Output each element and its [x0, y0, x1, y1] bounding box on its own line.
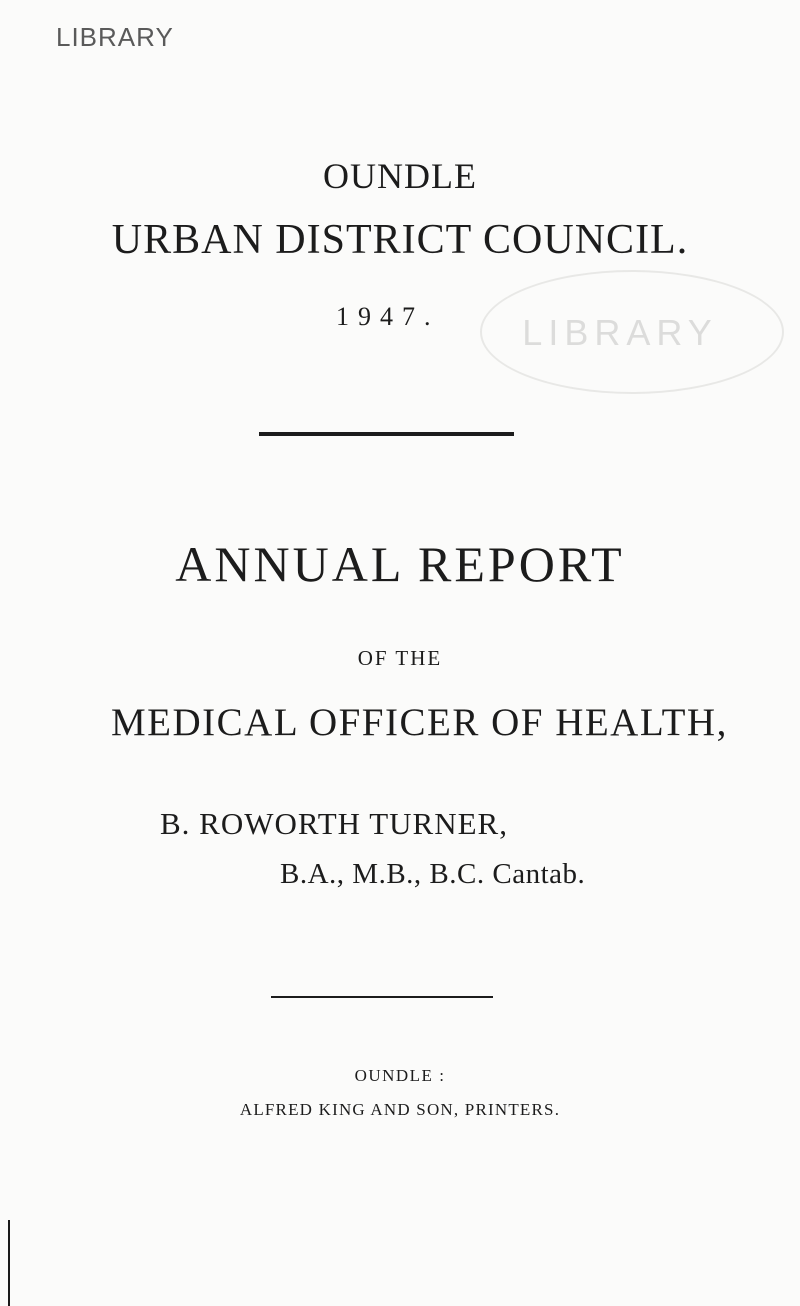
page-edge-shadow — [8, 1220, 10, 1306]
author-qualifications: B.A., M.B., B.C. Cantab. — [280, 858, 586, 890]
imprint-printers: ALFRED KING AND SON, PRINTERS. — [239, 1100, 561, 1119]
author-name: B. ROWORTH TURNER, — [160, 806, 508, 841]
report-year: 1947. — [336, 302, 440, 331]
town-name: OUNDLE — [323, 156, 477, 196]
report-subject: MEDICAL OFFICER OF HEALTH, — [111, 701, 728, 744]
imprint-place: OUNDLE : — [354, 1066, 446, 1085]
report-title: ANNUAL REPORT — [175, 536, 625, 592]
library-stamp: LIBRARY — [56, 22, 174, 52]
library-seal-watermark: LIBRARY — [522, 312, 718, 353]
council-name: URBAN DISTRICT COUNCIL. — [111, 217, 689, 263]
bottom-rule-divider — [271, 996, 493, 998]
top-rule-divider — [259, 432, 514, 436]
title-connector: OF THE — [357, 646, 443, 670]
